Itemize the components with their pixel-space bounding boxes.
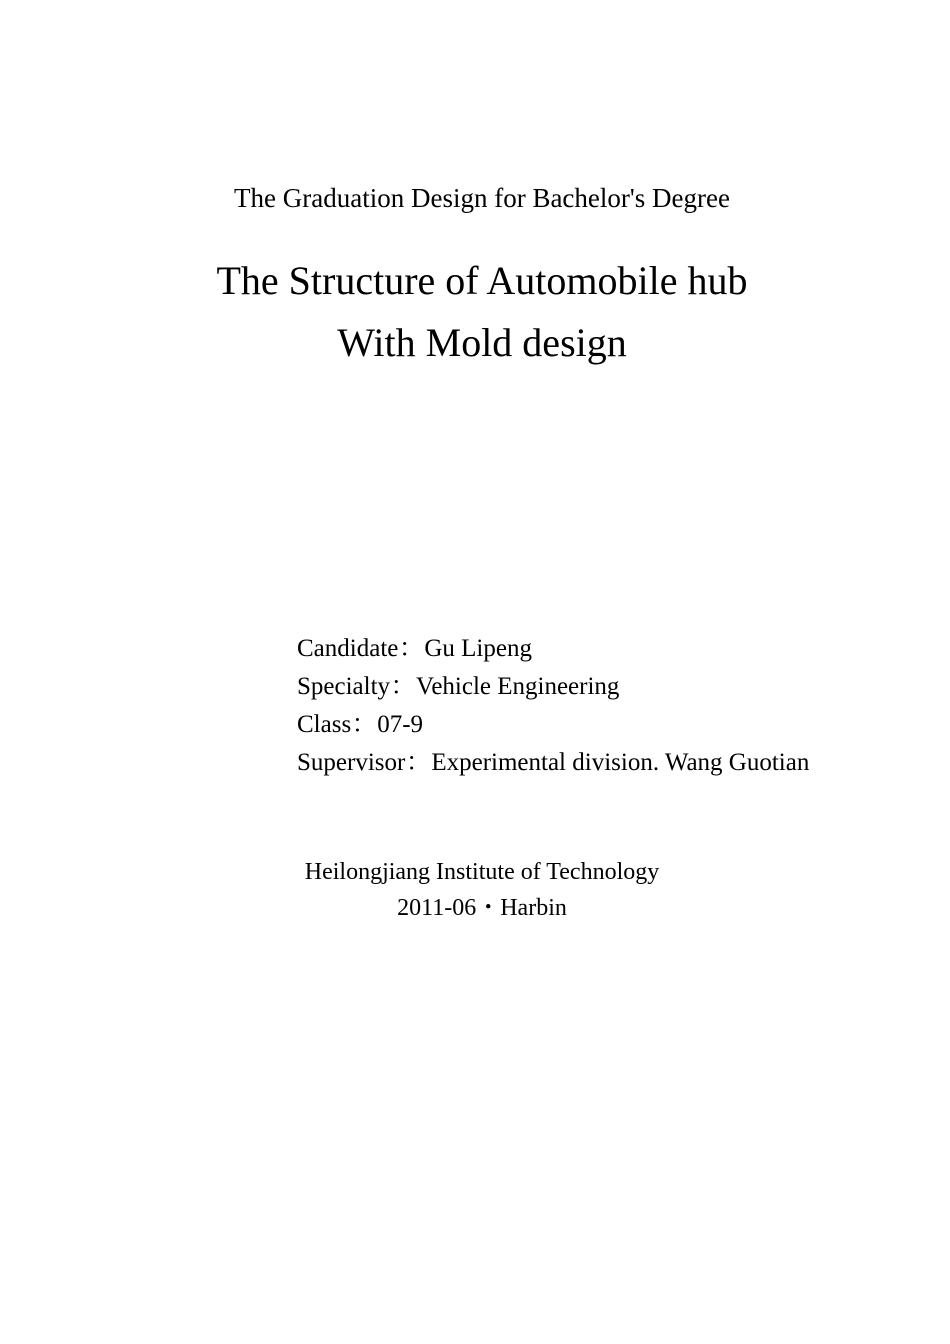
info-row-candidate — [297, 630, 809, 668]
info-row-specialty — [297, 668, 809, 706]
institution-name: Heilongjiang Institute of Technology — [304, 859, 660, 885]
title-line-1: The Structure of Automobile hub — [216, 258, 748, 303]
institution-footer — [0, 854, 950, 926]
info-label: Specialty — [297, 673, 391, 700]
title-line-2: With Mold design — [337, 320, 627, 365]
info-value: Vehicle Engineering — [416, 673, 620, 700]
info-row-supervisor — [297, 744, 809, 782]
thesis-title — [0, 250, 950, 374]
info-value: Gu Lipeng — [424, 635, 532, 662]
info-label: Class — [297, 711, 352, 738]
date-place: 2011-06・Harbin — [397, 895, 567, 921]
info-separator: ： — [405, 749, 431, 776]
info-separator: ： — [390, 673, 416, 700]
info-value: Experimental division. Wang Guotian — [431, 749, 810, 776]
info-label: Supervisor — [297, 749, 406, 776]
candidate-info — [297, 630, 809, 782]
info-separator: ： — [351, 711, 377, 738]
info-separator: ： — [398, 635, 424, 662]
info-label: Candidate — [297, 635, 399, 662]
info-value: 07-9 — [377, 711, 424, 738]
info-row-class — [297, 706, 809, 744]
degree-subtitle: The Graduation Design for Bachelor's Degree — [234, 183, 730, 213]
